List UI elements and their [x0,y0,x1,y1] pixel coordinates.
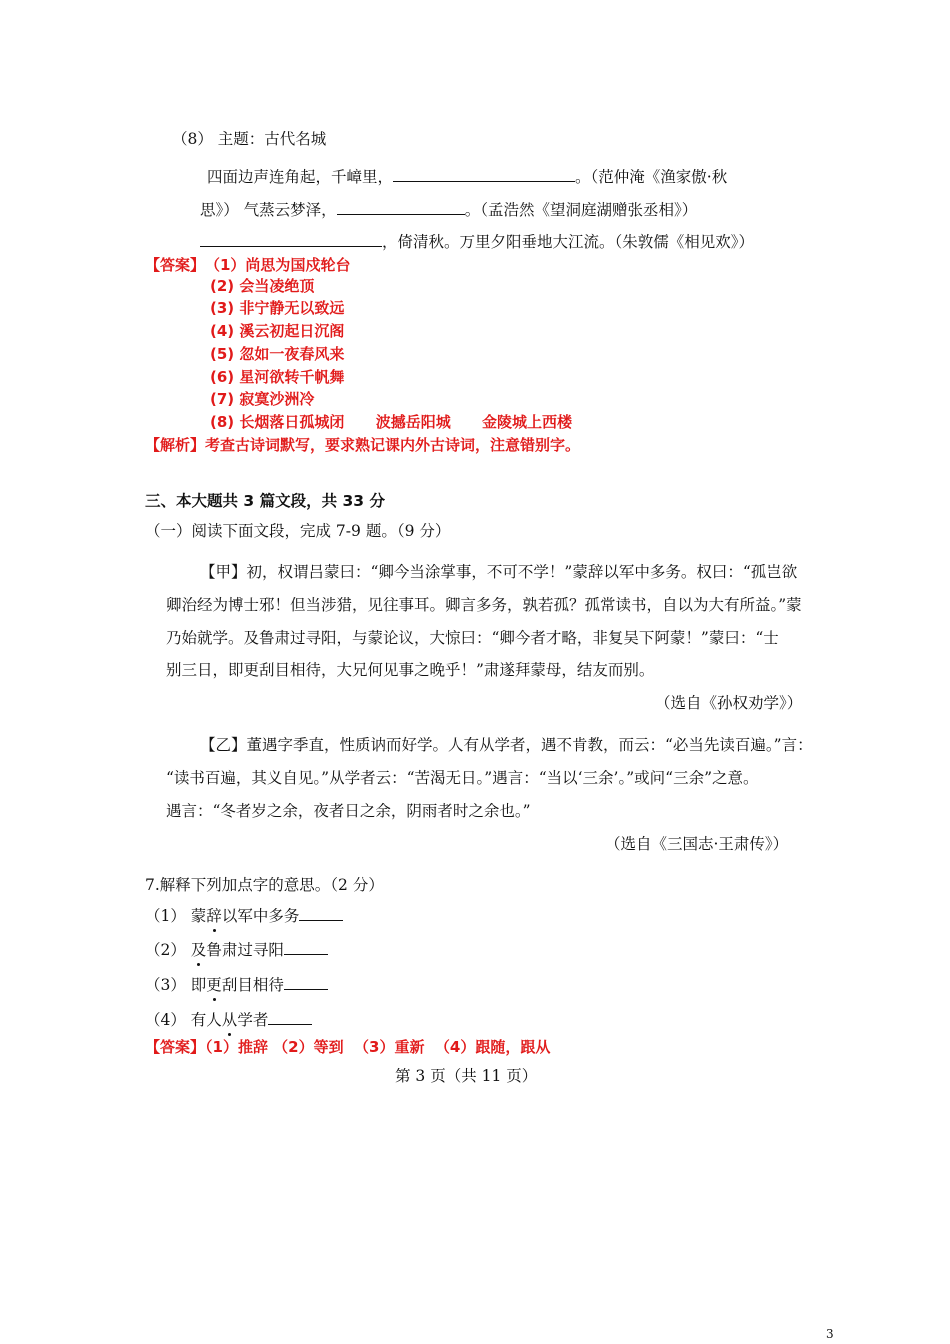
item-suffix: 学者 [237,1011,269,1029]
answer-item-3: (3) 非宁静无以致远 [210,299,345,317]
passage-jia-source: （选自《孙权劝学》） [655,694,803,712]
poem-line-1 [207,167,727,187]
answer-item-8: (8) 长烟落日孤城闭 波撼岳阳城 金陵城上西楼 [210,413,573,431]
passage-jia-line-3: 乃始就学。及鲁肃过寻阳，与蒙论议，大惊曰：“卿今者才略，非复吴下阿蒙！”蒙曰：“士 [166,629,779,647]
answer-label: 【答案】 [145,256,206,274]
answer-item-1: （1）尚思为国戍轮台 [205,256,351,274]
section8-header: （8） 主题：古代名城 [172,130,327,148]
question7-item-3 [145,975,328,995]
poem-line-2-a: 思》） 气蒸云梦泽， [200,201,337,219]
passage-yi-line-1: 【乙】董遇字季直，性质讷而好学。人有从学者，遇不肯教，而云：“必当先读百遍。”言： [200,736,813,754]
dotted-char: 从 [221,1011,238,1029]
dotted-char: 辞 [206,907,222,925]
fill-blank[interactable] [299,906,343,921]
passage-jia-line-2: 卿治经为博士邪！但当涉猎，见往事耳。卿言多务，孰若孤？孤常读书，自以为大有所益。”蒙 [166,596,802,614]
question7-answer: 【答案】（1）推辞 （2）等到 （3）重新 （4）跟随，跟从 [145,1038,551,1056]
section3-sub: （一）阅读下面文段，完成 7-9 题。（9 分） [145,522,451,540]
poem-line-3 [200,232,754,252]
section3-title: 三、本大题共 3 篇文段，共 33 分 [145,492,385,510]
fill-blank[interactable] [393,167,575,182]
fill-blank[interactable] [284,975,328,990]
question7-item-4 [145,1010,312,1030]
answer-item-2: (2) 会当凌绝顶 [210,277,315,295]
poem-line-2-b: 。（孟浩然《望洞庭湖赠张丞相》） [464,201,698,219]
fill-blank[interactable] [200,232,382,247]
passage-yi-source: （选自《三国志·王肃传》） [605,835,789,853]
item-suffix: 鲁肃过寻阳 [206,941,284,959]
question7-stem: 7.解释下列加点字的意思。（2 分） [145,876,384,894]
item-suffix: 以军中多务 [221,907,300,925]
poem-line-1-a: 四面边声连角起，千嶂里， [207,168,394,186]
item-prefix: （2） [145,941,191,959]
poem-line-2 [200,200,697,220]
passage-jia-line-4: 别三日，即更刮目相待，大兄何见事之晚乎！”肃遂拜蒙母，结友而别。 [166,661,655,679]
item-prefix: （3） 即 [145,976,207,994]
item-prefix: （4） 有人 [145,1011,222,1029]
answer-item-4: (4) 溪云初起日沉阁 [210,322,345,340]
poem-line-3-b: ，倚清秋。万里夕阳垂地大江流。（朱敦儒《相见欢》） [382,233,755,251]
analysis: 【解析】考查古诗词默写，要求熟记课内外古诗词，注意错别字。 [145,436,581,454]
fill-blank[interactable] [337,200,465,215]
answer-item-6: (6) 星河欲转千帆舞 [210,368,345,386]
dotted-char: 及 [190,941,207,959]
dotted-char: 更 [206,976,222,994]
item-suffix: 刮目相待 [221,976,284,994]
question7-item-2 [145,940,328,960]
fill-blank[interactable] [284,940,328,955]
poem-line-1-b: 。（范仲淹《渔家傲·秋 [575,168,728,186]
passage-yi-line-2: “读书百遍，其义自见。”从学者云：“苦渴无日。”遇言：“当以‘三余’。”或问“三余”之意。 [166,769,759,787]
answer-item-7: (7) 寂寞沙洲冷 [210,390,315,408]
answer-item-5: (5) 忽如一夜春风来 [210,345,345,363]
item-prefix: （1） 蒙 [145,907,207,925]
passage-yi-line-3: 遇言：“冬者岁之余，夜者日之余，阴雨者时之余也。” [166,802,531,820]
question7-item-1 [145,906,343,926]
passage-jia-line-1: 【甲】初，权谓吕蒙曰：“卿今当涂掌事，不可不学！”蒙辞以军中多务。权曰：“孤岂欲 [200,563,798,581]
page-number: 3 [826,1327,834,1341]
page-footer: 第 3 页（共 11 页） [395,1067,538,1085]
fill-blank[interactable] [268,1010,312,1025]
